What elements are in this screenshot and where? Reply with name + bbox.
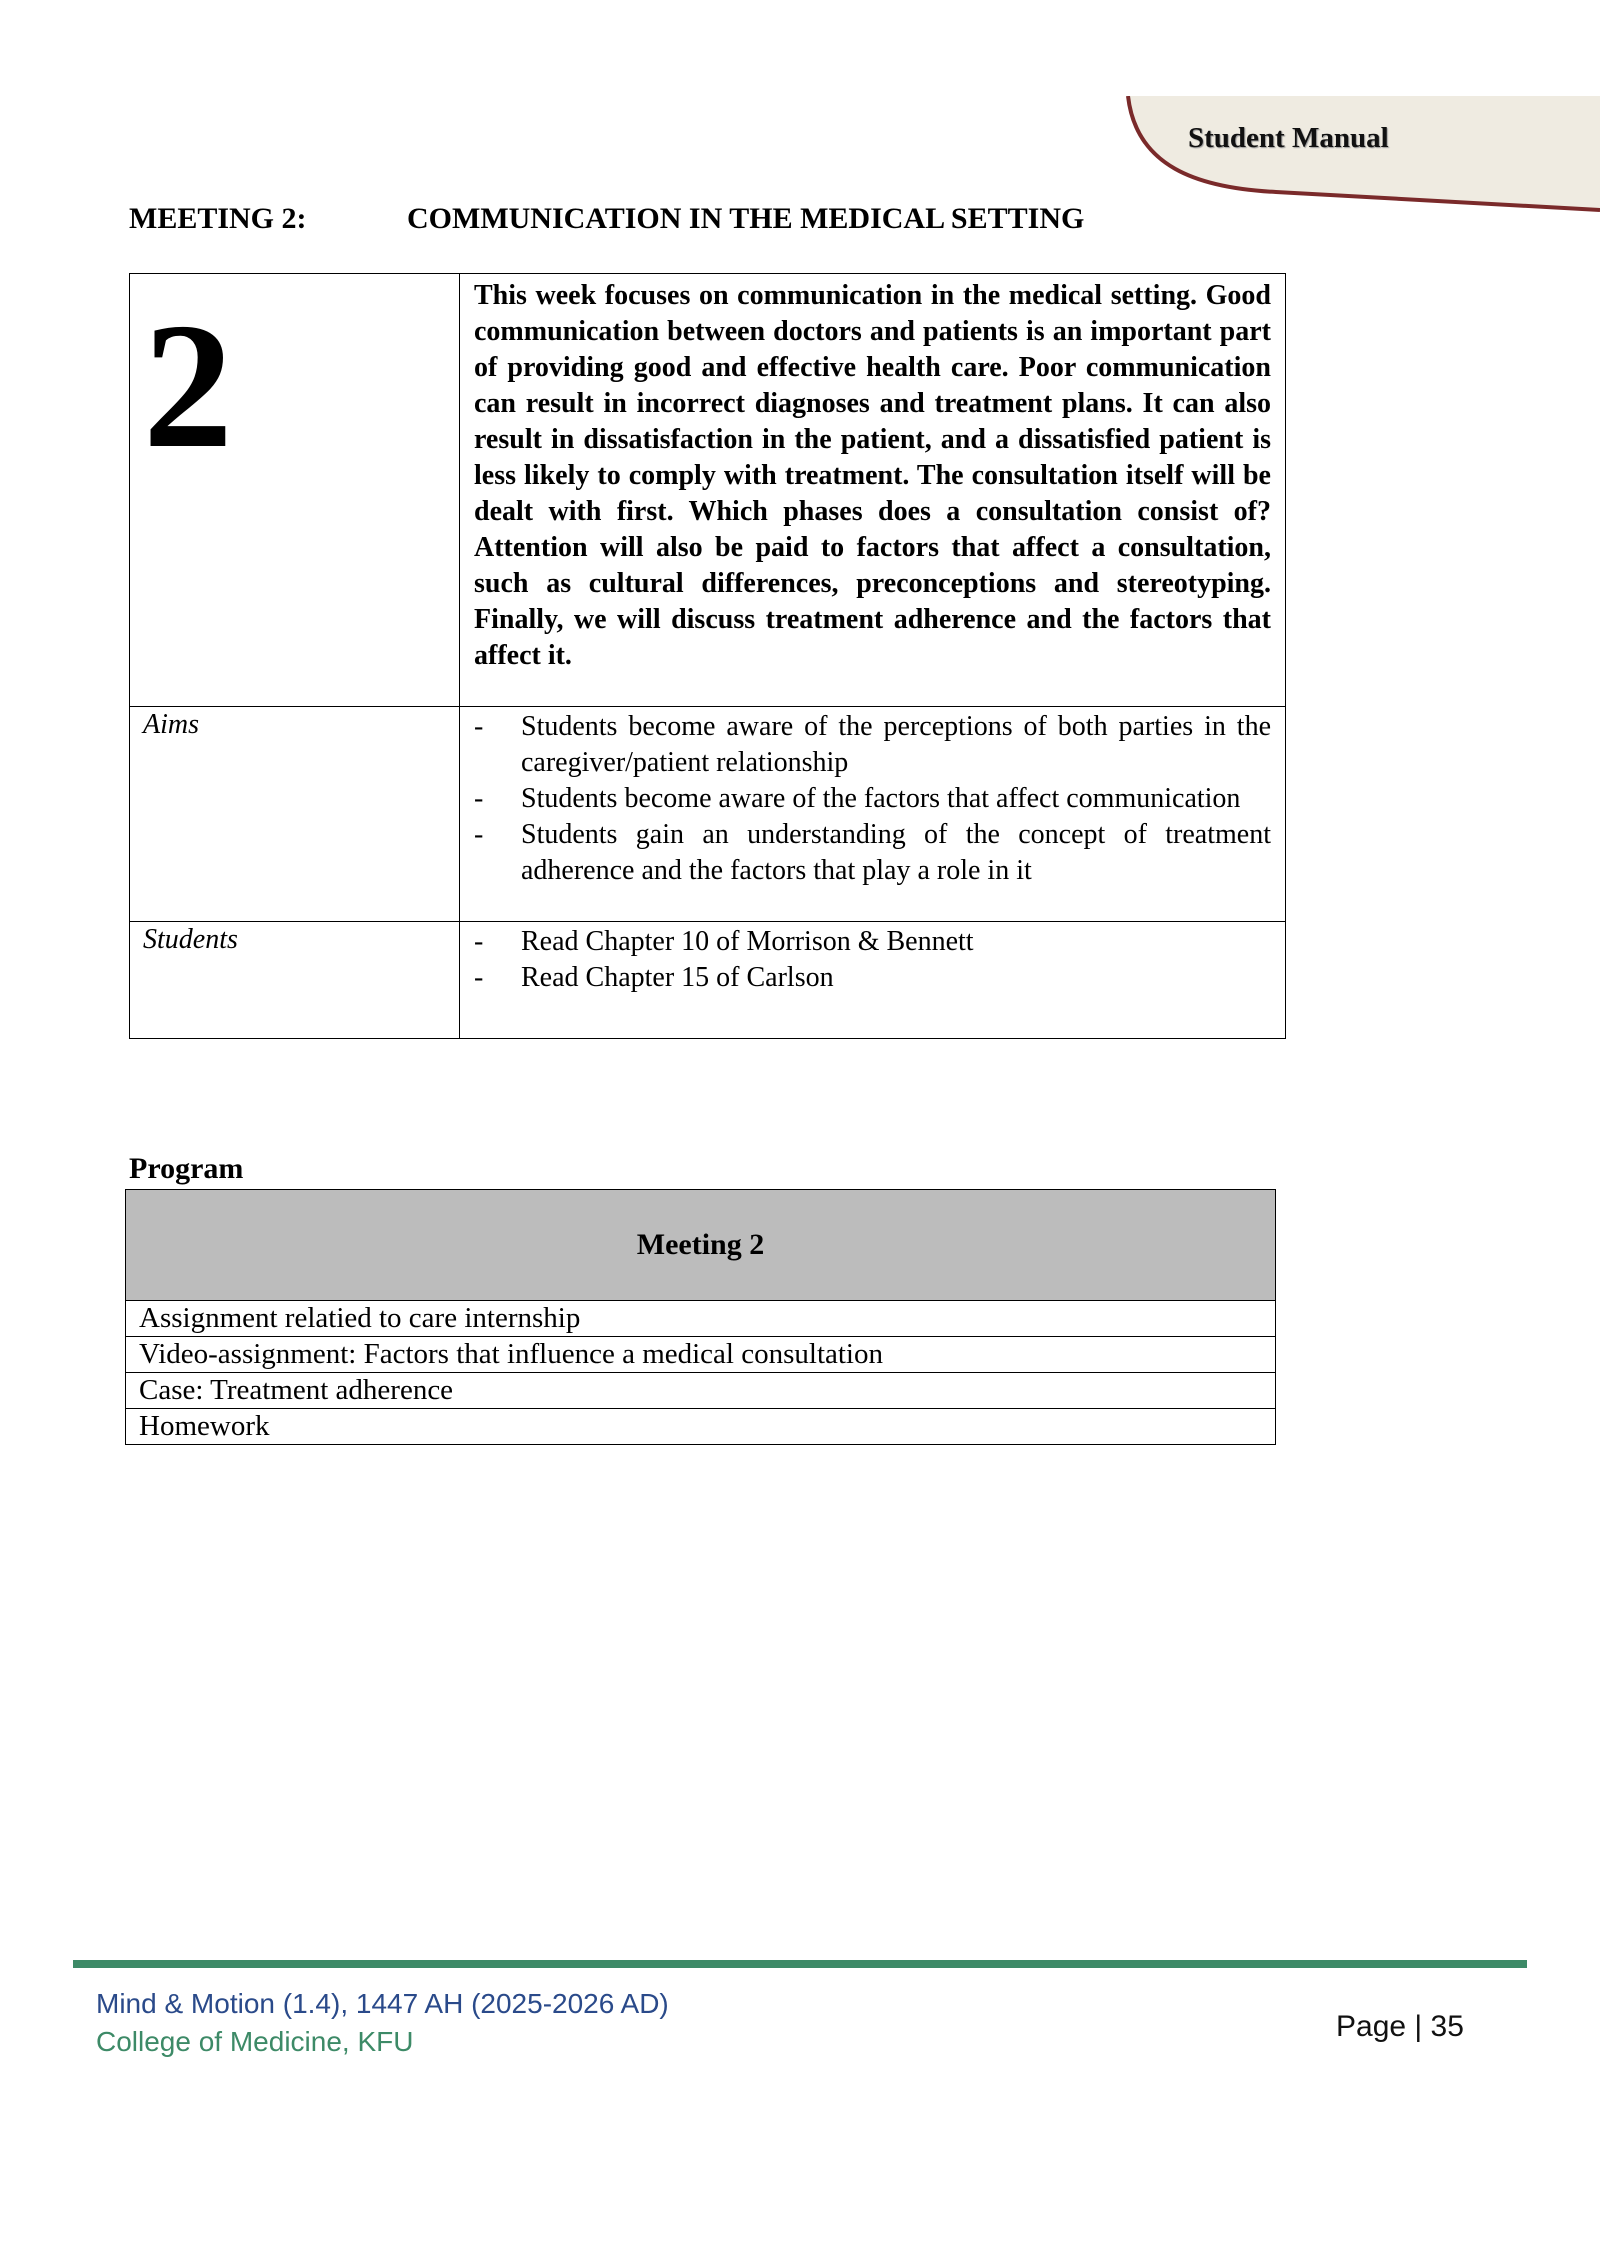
program-header-row — [126, 1190, 1276, 1301]
program-label: Program — [129, 1152, 244, 1185]
list-item — [474, 709, 1271, 781]
dash-bullet: - — [474, 711, 484, 742]
program-item: Video-assignment: Factors that influence a medical consultation — [126, 1337, 1276, 1373]
reading-text: Read Chapter 10 of Morrison & Bennett — [521, 926, 974, 957]
aim-text: Students become aware of the factors that affect communication — [521, 783, 1241, 814]
footer-rule — [73, 1960, 1527, 1968]
students-cell — [460, 922, 1286, 1039]
aims-row — [130, 707, 1286, 922]
intro-row — [130, 274, 1286, 707]
dash-bullet: - — [474, 926, 484, 957]
intro-text: This week focuses on communication in the medical setting. Good communication between doctors and patients is an important part of providing good and effective health care. Poor communication can result in incorrect diagnoses and treatment plans. It can also result in dissatisfaction in the patient, and a dissatisfied patient is less likely to comply with treatment. The consultation itself will be dealt with first. Which phases does a consultation consist of? Attention will also be paid to factors that affect a consultation, such as cultural differences, preconceptions and stereotyping. Finally, we will discuss treatment adherence and the factors that affect it. — [474, 280, 1271, 671]
list-item — [474, 924, 1271, 960]
program-table — [125, 1189, 1276, 1445]
aims-label-cell — [130, 707, 460, 922]
meeting-number: 2 — [143, 286, 233, 485]
table-row — [126, 1337, 1276, 1373]
program-item: Assignment relatied to care internship — [126, 1301, 1276, 1337]
footer-college: College of Medicine, KFU — [96, 2026, 414, 2057]
header-tab-label: Student Manual — [1188, 122, 1389, 154]
aims-label: Aims — [143, 709, 199, 740]
reading-text: Read Chapter 15 of Carlson — [521, 962, 834, 993]
program-item: Case: Treatment adherence — [126, 1373, 1276, 1409]
header-tab-shape — [1126, 96, 1600, 216]
aims-cell — [460, 707, 1286, 922]
list-item — [474, 960, 1271, 996]
aims-list — [460, 707, 1285, 921]
program-item: Homework — [126, 1409, 1276, 1445]
students-label-cell — [130, 922, 460, 1039]
students-list — [460, 922, 1285, 1038]
list-item — [474, 781, 1271, 817]
students-label: Students — [143, 924, 238, 955]
page-number: Page | 35 — [1336, 2010, 1464, 2043]
list-item — [474, 817, 1271, 889]
aim-text: Students become aware of the perceptions of both parties in the caregiver/patient relationship — [521, 711, 1271, 778]
table-row — [126, 1373, 1276, 1409]
aim-text: Students gain an understanding of the concept of treatment adherence and the factors that play a role in it — [521, 819, 1271, 886]
intro-cell — [460, 274, 1286, 707]
meeting-label: MEETING 2: — [129, 202, 307, 235]
meeting-info-table — [129, 273, 1286, 1039]
dash-bullet: - — [474, 783, 484, 814]
footer-course: Mind & Motion (1.4), 1447 AH (2025-2026 AD) — [96, 1988, 669, 2019]
dash-bullet: - — [474, 962, 484, 993]
header-tab — [1126, 96, 1600, 216]
students-row — [130, 922, 1286, 1039]
table-row — [126, 1409, 1276, 1445]
dash-bullet: - — [474, 819, 484, 850]
meeting-number-cell — [130, 274, 460, 707]
meeting-title: COMMUNICATION IN THE MEDICAL SETTING — [407, 202, 1085, 235]
table-row — [126, 1301, 1276, 1337]
program-header: Meeting 2 — [126, 1190, 1276, 1301]
